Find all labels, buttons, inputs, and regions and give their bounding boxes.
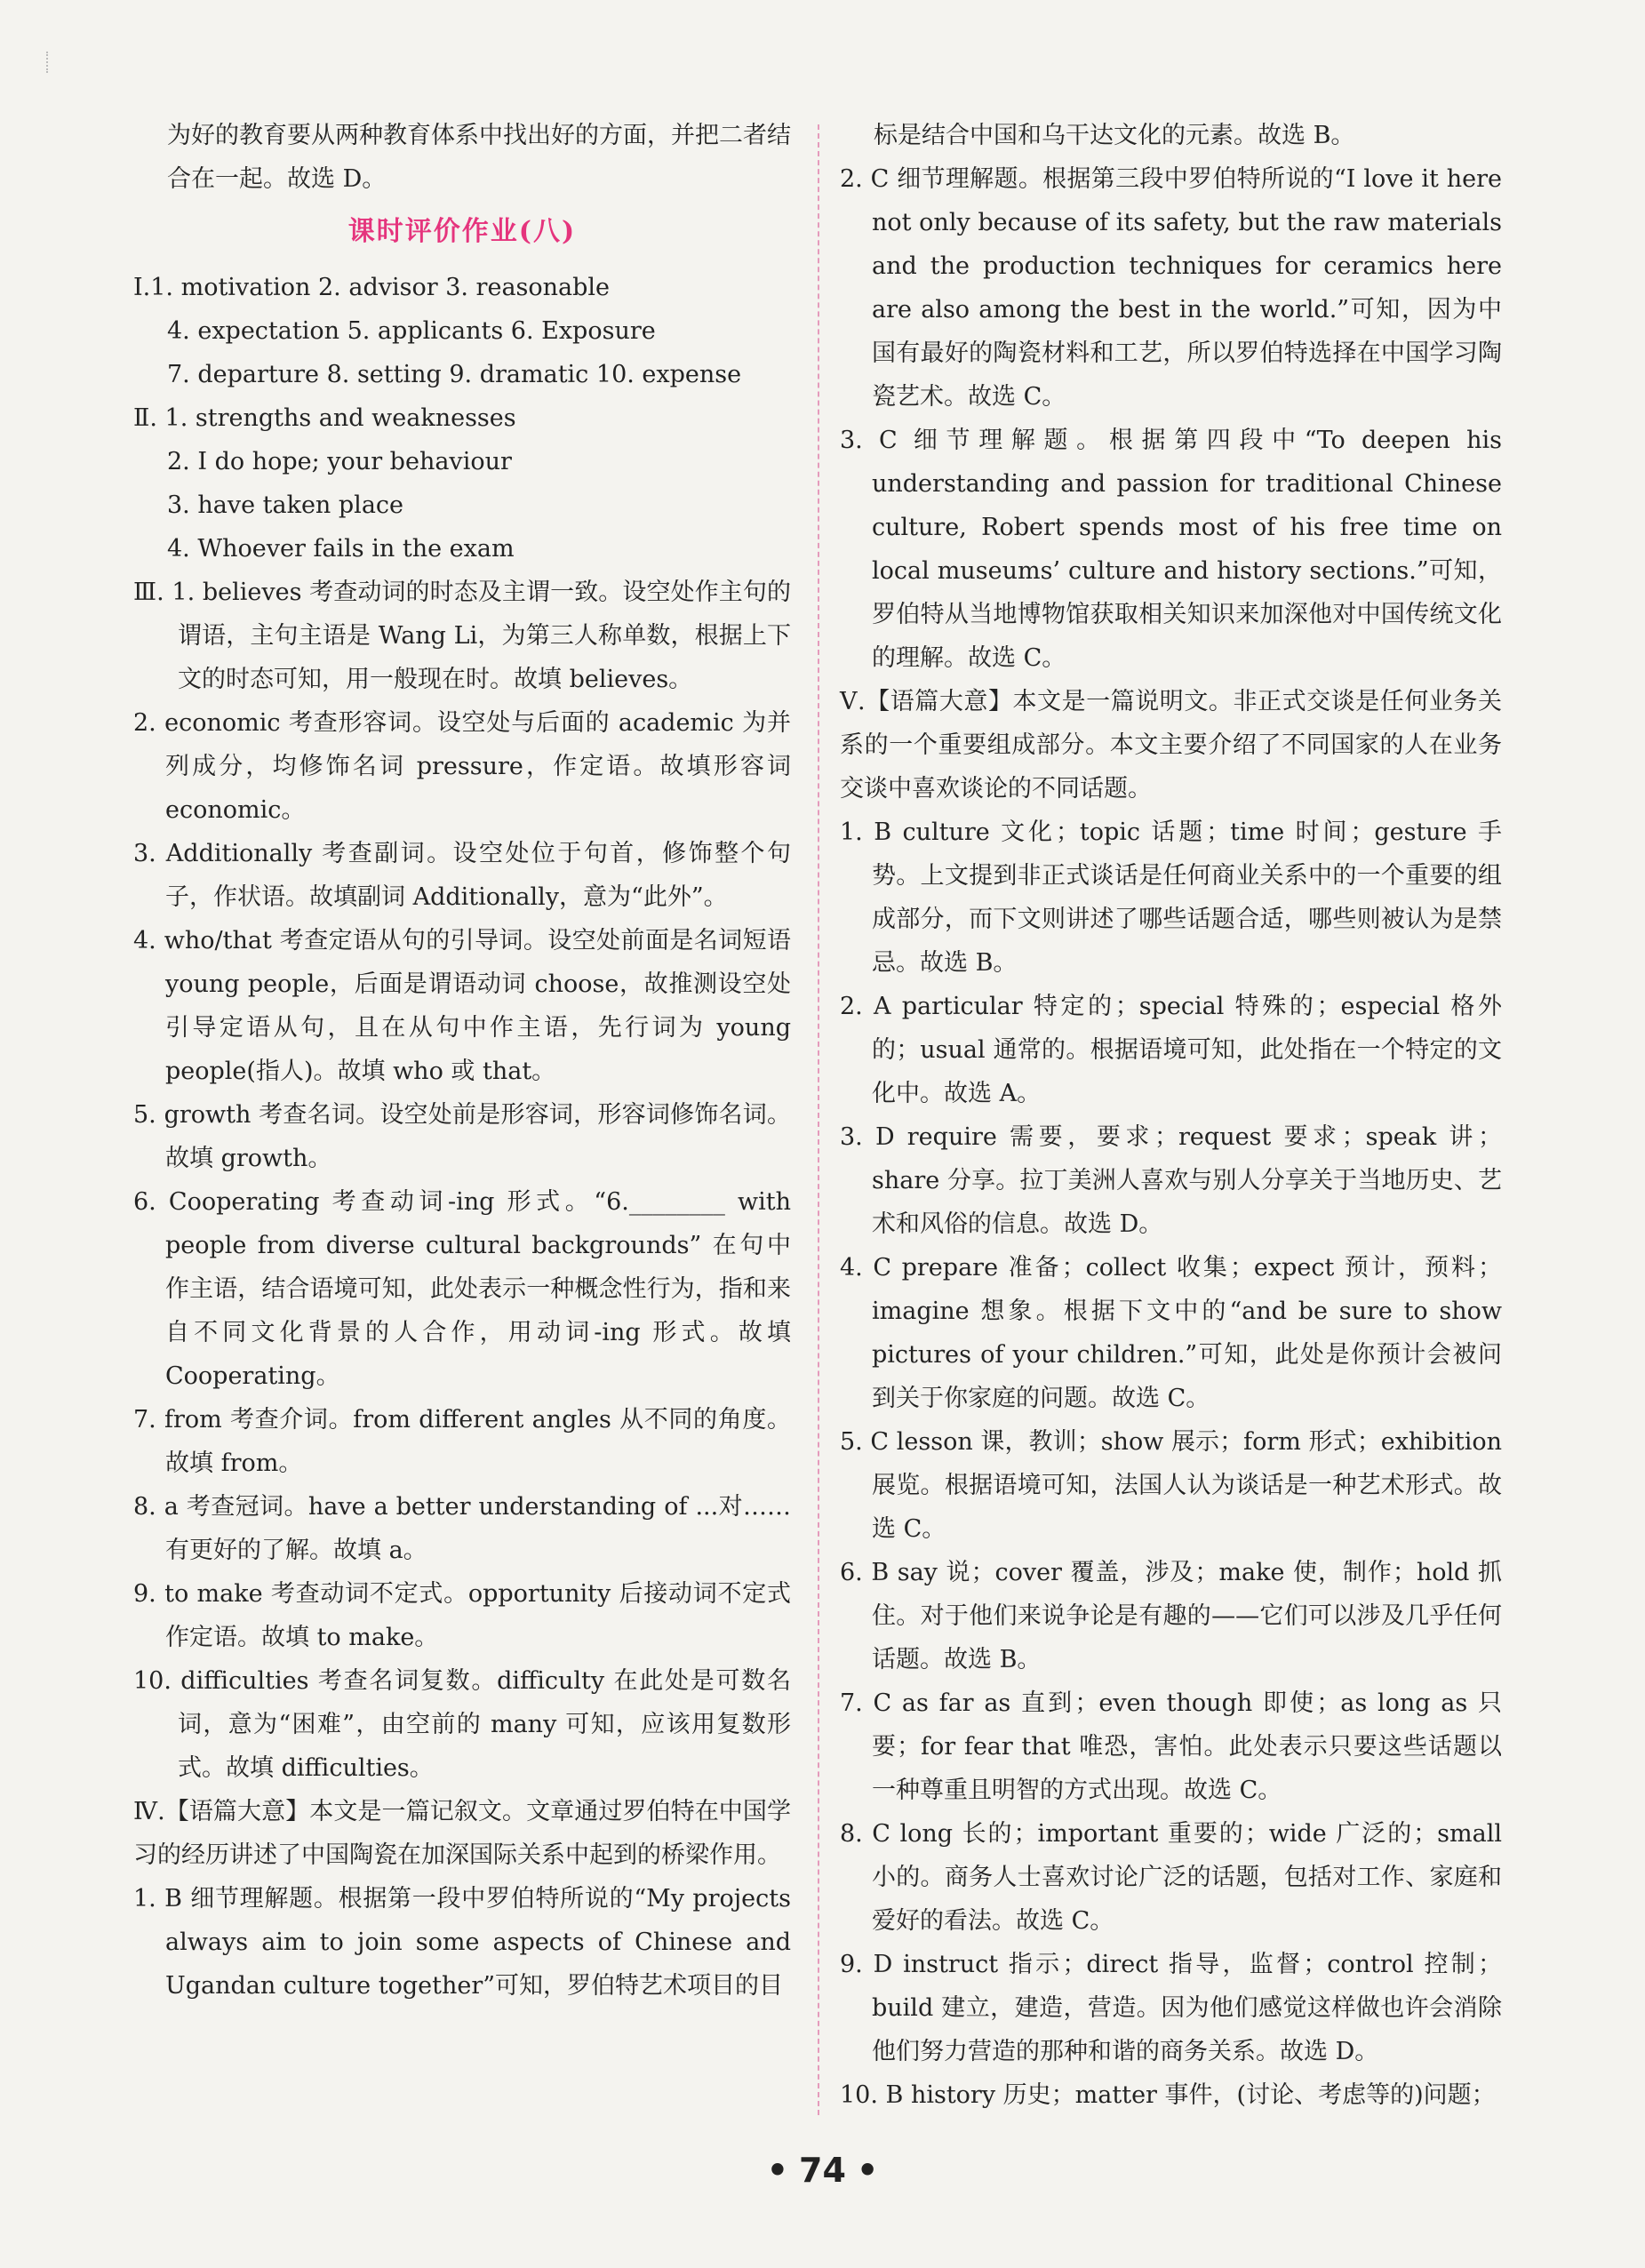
answer-item: 7. C as far as 直到；even though 即使；as long as 只要；for fear that 唯恐，害怕。此处表示只要这些话题以一种尊重且明智的方式出现。故选 C。 <box>840 1689 1502 1804</box>
section-1 <box>133 266 791 396</box>
answer-item: 10. B history 历史；matter 事件，(讨论、考虑等的)问题； <box>840 2081 1496 2109</box>
section-heading: 课时评价作业(八) <box>347 216 577 247</box>
left-column <box>133 114 791 2008</box>
section-2 <box>133 396 791 571</box>
answer-item: 3. C 细节理解题。根据第四段中“To deepen his understanding and passion for traditional Chinese culture, Robert spends most of his free time on local museums’ culture and history sections.”可知，罗伯特从当地博物馆获取相关知识来加深他对中国传统文化的理解。故选 C。 <box>840 427 1502 672</box>
answer-item: 8. a 考查冠词。have a better understanding of ...对……有更好的了解。故填 a。 <box>133 1493 791 1564</box>
answer-item: 2. A particular 特定的；special 特殊的；especial 格外的；usual 通常的。根据语境可知，此处指在一个特定的文化中。故选 A。 <box>840 993 1502 1107</box>
answer-item: 4. who/that 考查定语从句的引导词。设空处前面是名词短语 young people，后面是谓语动词 choose，故推测设空处引导定语从句，且在从句中作主语，先行词为 young people(指人)。故填 who 或 that。 <box>133 927 791 1085</box>
page-number <box>0 2151 1645 2190</box>
answer-item: 1. B 细节理解题。根据第一段中罗伯特所说的“My projects always aim to join some aspects of Chinese and Ugandan culture together”可知，罗伯特艺术项目的目 <box>133 1885 791 2000</box>
column-divider <box>818 124 819 2115</box>
section-2-line: Ⅱ. 1. strengths and weaknesses <box>133 404 516 432</box>
section-2-line: 4. Whoever fails in the exam <box>167 535 515 563</box>
margin-mark <box>46 52 50 73</box>
answer-item: 2. C 细节理解题。根据第三段中罗伯特所说的“I love it here not only because of its safety, but the raw materials and the production techniques for ceramics here are also among the best in the world.”可知，因为中国有最好的陶瓷材料和工艺，所以罗伯特选择在中国学习陶瓷艺术。故选 C。 <box>840 165 1502 411</box>
answer-item: 5. growth 考查名词。设空处前是形容词，形容词修饰名词。故填 growth。 <box>133 1101 791 1172</box>
intro-paragraph: 为好的教育要从两种教育体系中找出好的方面，并把二者结合在一起。故选 D。 <box>167 122 791 193</box>
answer-item: 2. economic 考查形容词。设空处与后面的 academic 为并列成分，均修饰名词 pressure，作定语。故填形容词 economic。 <box>133 709 791 824</box>
right-column <box>840 114 1502 2117</box>
section-2-line: 2. I do hope; your behaviour <box>167 448 512 475</box>
answer-item: 1. B culture 文化；topic 话题；time 时间；gesture 手势。上文提到非正式谈话是任何商业关系中的一个重要的组成部分，而下文则讲述了哪些话题合适，哪些则被认为是禁忌。故选 B。 <box>840 819 1502 977</box>
section-2-line: 3. have taken place <box>167 491 404 519</box>
answer-item: 3. Additionally 考查副词。设空处位于句首，修饰整个句子，作状语。故填副词 Additionally，意为“此外”。 <box>133 840 791 911</box>
section-1-line: Ⅰ.1. motivation 2. advisor 3. reasonable <box>133 274 611 301</box>
answer-item: 4. C prepare 准备；collect 收集；expect 预计，预料；imagine 想象。根据下文中的“and be sure to show pictures of your children.”可知，此处是你预计会被问到关于你家庭的问题。故选 C。 <box>840 1254 1502 1412</box>
section-3 <box>133 571 791 1790</box>
bullet-dot: • <box>766 2151 789 2190</box>
answer-item: 3. D require 需要，要求；request 要求；speak 讲；share 分享。拉丁美洲人喜欢与别人分享关于当地历史、艺术和风俗的信息。故选 D。 <box>840 1123 1502 1238</box>
answer-item: 8. C long 长的；important 重要的；wide 广泛的；small 小的。商务人士喜欢讨论广泛的话题，包括对工作、家庭和爱好的看法。故选 C。 <box>840 1820 1502 1935</box>
answer-item: 9. to make 考查动词不定式。opportunity 后接动词不定式作定语。故填 to make。 <box>133 1580 791 1651</box>
continued-text: 标是结合中国和乌干达文化的元素。故选 B。 <box>874 122 1355 149</box>
section-4-summary: Ⅳ.【语篇大意】本文是一篇记叙文。文章通过罗伯特在中国学习的经历讲述了中国陶瓷在加深国际关系中起到的桥梁作用。 <box>133 1798 791 1869</box>
answer-item: 10. difficulties 考查名词复数。difficulty 在此处是可数名词，意为“困难”，由空前的 many 可知，应该用复数形式。故填 difficulties。 <box>133 1667 791 1782</box>
section-5-summary: Ⅴ.【语篇大意】本文是一篇说明文。非正式交谈是任何业务关系的一个重要组成部分。本文主要介绍了不同国家的人在业务交谈中喜欢谈论的不同话题。 <box>840 688 1502 803</box>
section-1-line: 4. expectation 5. applicants 6. Exposure <box>167 317 656 345</box>
answer-item: 9. D instruct 指示；direct 指导，监督；control 控制；build 建立，建造，营造。因为他们感觉这样做也许会消除他们努力营造的那种和谐的商务关系。故选 D。 <box>840 1951 1502 2065</box>
answer-item: 7. from 考查介词。from different angles 从不同的角度。故填 from。 <box>133 1406 791 1477</box>
answer-item: Ⅲ. 1. believes 考查动词的时态及主谓一致。设空处作主句的谓语，主句主语是 Wang Li，为第三人称单数，根据上下文的时态可知，用一般现在时。故填 believes。 <box>133 579 791 693</box>
answer-item: 5. C lesson 课，教训；show 展示；form 形式；exhibition 展览。根据语境可知，法国人认为谈话是一种艺术形式。故选 C。 <box>840 1428 1502 1543</box>
answer-item: 6. B say 说；cover 覆盖，涉及；make 使，制作；hold 抓住。对于他们来说争论是有趣的——它们可以涉及几乎任何话题。故选 B。 <box>840 1559 1502 1673</box>
section-1-line: 7. departure 8. setting 9. dramatic 10. expense <box>167 361 742 388</box>
page-number-value: 74 <box>799 2151 846 2190</box>
answer-item: 6. Cooperating 考查动词-ing 形式。“6.________ with people from diverse cultural backgrounds” 在句中作主语，结合语境可知，此处表示一种概念性行为，指和来自不同文化背景的人合作，用动词-ing 形式。故填 Cooperating。 <box>133 1188 791 1390</box>
bullet-dot: • <box>856 2151 879 2190</box>
